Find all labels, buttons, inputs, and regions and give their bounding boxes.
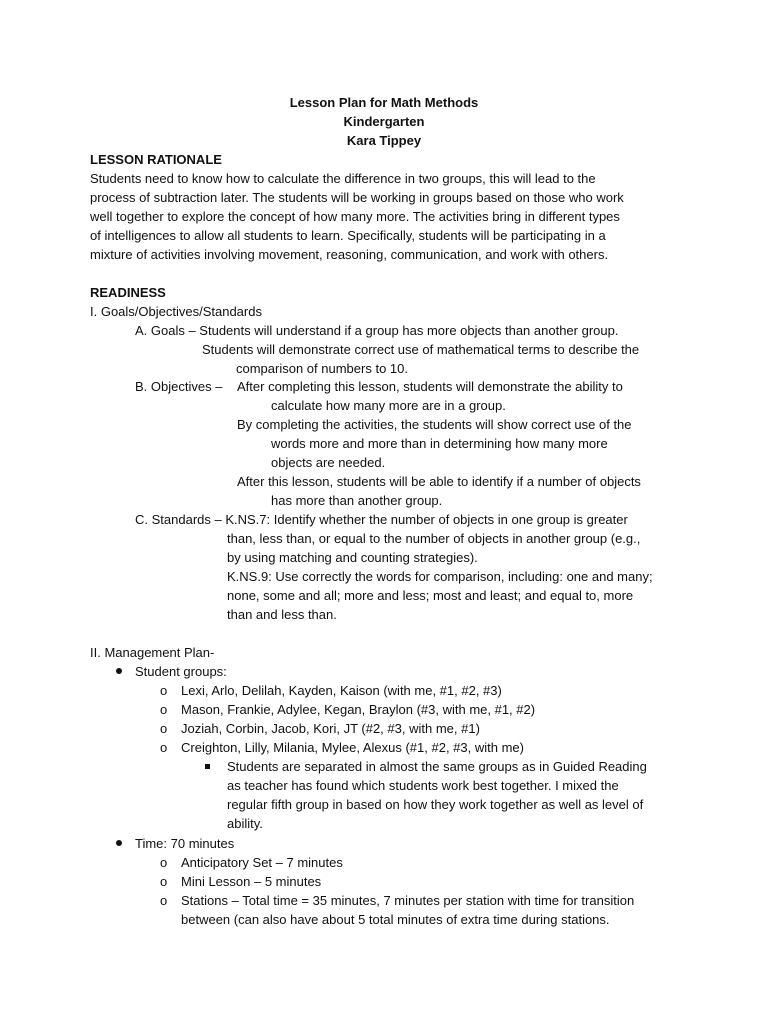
bullet-square <box>205 764 210 769</box>
objectives-line: objects are needed. <box>271 455 386 470</box>
group-item: Creighton, Lilly, Milania, Mylee, Alexus (#1, #2, #3, with me) <box>181 740 524 755</box>
section-i-heading: I. Goals/Objectives/Standards <box>90 304 262 319</box>
bullet-dot <box>116 668 122 674</box>
bullet-o: o <box>160 683 168 698</box>
group-item: Mason, Frankie, Adylee, Kegan, Braylon (#3, with me, #1, #2) <box>181 702 536 717</box>
time-item: Stations – Total time = 35 minutes, 7 minutes per station with time for transition <box>181 893 635 908</box>
groups-label: Student groups: <box>135 664 227 679</box>
standards-line: C. Standards – K.NS.7: Identify whether the number of objects in one group is greater <box>135 512 628 527</box>
bullet-o: o <box>160 874 168 889</box>
objectives-line: calculate how many more are in a group. <box>271 398 506 413</box>
standards-line: none, some and all; more and less; most and least; and equal to, more <box>227 588 634 603</box>
groups-note-line: regular fifth group in based on how they work together as well as level of <box>227 797 644 812</box>
bullet-dot <box>116 840 122 846</box>
standards-line: by using matching and counting strategies). <box>227 550 478 565</box>
bullet-o: o <box>160 702 168 717</box>
rationale-line: mixture of activities involving movement, reasoning, communication, and work with others. <box>90 247 609 262</box>
time-item: Anticipatory Set – 7 minutes <box>181 855 343 870</box>
groups-note-line: Students are separated in almost the same groups as in Guided Reading <box>227 759 647 774</box>
readiness-heading: READINESS <box>90 285 166 300</box>
objectives-label: B. Objectives – <box>135 379 223 394</box>
document-title: Lesson Plan for Math Methods <box>289 95 479 110</box>
author-name: Kara Tippey <box>346 133 422 148</box>
rationale-line: well together to explore the concept of how many more. The activities bring in different types <box>90 209 620 224</box>
time-label: Time: 70 minutes <box>135 836 235 851</box>
time-item: Mini Lesson – 5 minutes <box>181 874 322 889</box>
management-heading: II. Management Plan- <box>90 645 215 660</box>
standards-line: than and less than. <box>227 607 337 622</box>
objectives-line: has more than another group. <box>271 493 443 508</box>
goals-line: Students will demonstrate correct use of mathematical terms to describe the <box>202 342 640 357</box>
objectives-line: After this lesson, students will be able to identify if a number of objects <box>237 474 641 489</box>
group-item: Lexi, Arlo, Delilah, Kayden, Kaison (with me, #1, #2, #3) <box>181 683 502 698</box>
bullet-o: o <box>160 740 168 755</box>
standards-line: K.NS.9: Use correctly the words for comparison, including: one and many; <box>227 569 653 584</box>
bullet-o: o <box>160 855 168 870</box>
bullet-o: o <box>160 721 168 736</box>
time-item-continued: between (can also have about 5 total minutes of extra time during stations. <box>181 912 610 927</box>
standards-line: than, less than, or equal to the number of objects in another group (e.g., <box>227 531 641 546</box>
objectives-line: words more and more than in determining how many more <box>271 436 608 451</box>
bullet-o: o <box>160 893 168 908</box>
groups-note-line: as teacher has found which students work best together. I mixed the <box>227 778 619 793</box>
group-item: Joziah, Corbin, Jacob, Kori, JT (#2, #3, with me, #1) <box>181 721 480 736</box>
rationale-line: Students need to know how to calculate the difference in two groups, this will lead to the <box>90 171 596 186</box>
rationale-line: process of subtraction later. The students will be working in groups based on those who work <box>90 190 624 205</box>
rationale-heading: LESSON RATIONALE <box>90 152 222 167</box>
grade-level: Kindergarten <box>343 114 425 129</box>
goals-line: comparison of numbers to 10. <box>236 361 408 376</box>
objectives-line: By completing the activities, the students will show correct use of the <box>237 417 632 432</box>
groups-note-line: ability. <box>227 816 263 831</box>
goals-line: A. Goals – Students will understand if a group has more objects than another group. <box>135 323 619 338</box>
rationale-line: of intelligences to allow all students to learn. Specifically, students will be participating in a <box>90 228 606 243</box>
objectives-line: After completing this lesson, students will demonstrate the ability to <box>237 379 623 394</box>
